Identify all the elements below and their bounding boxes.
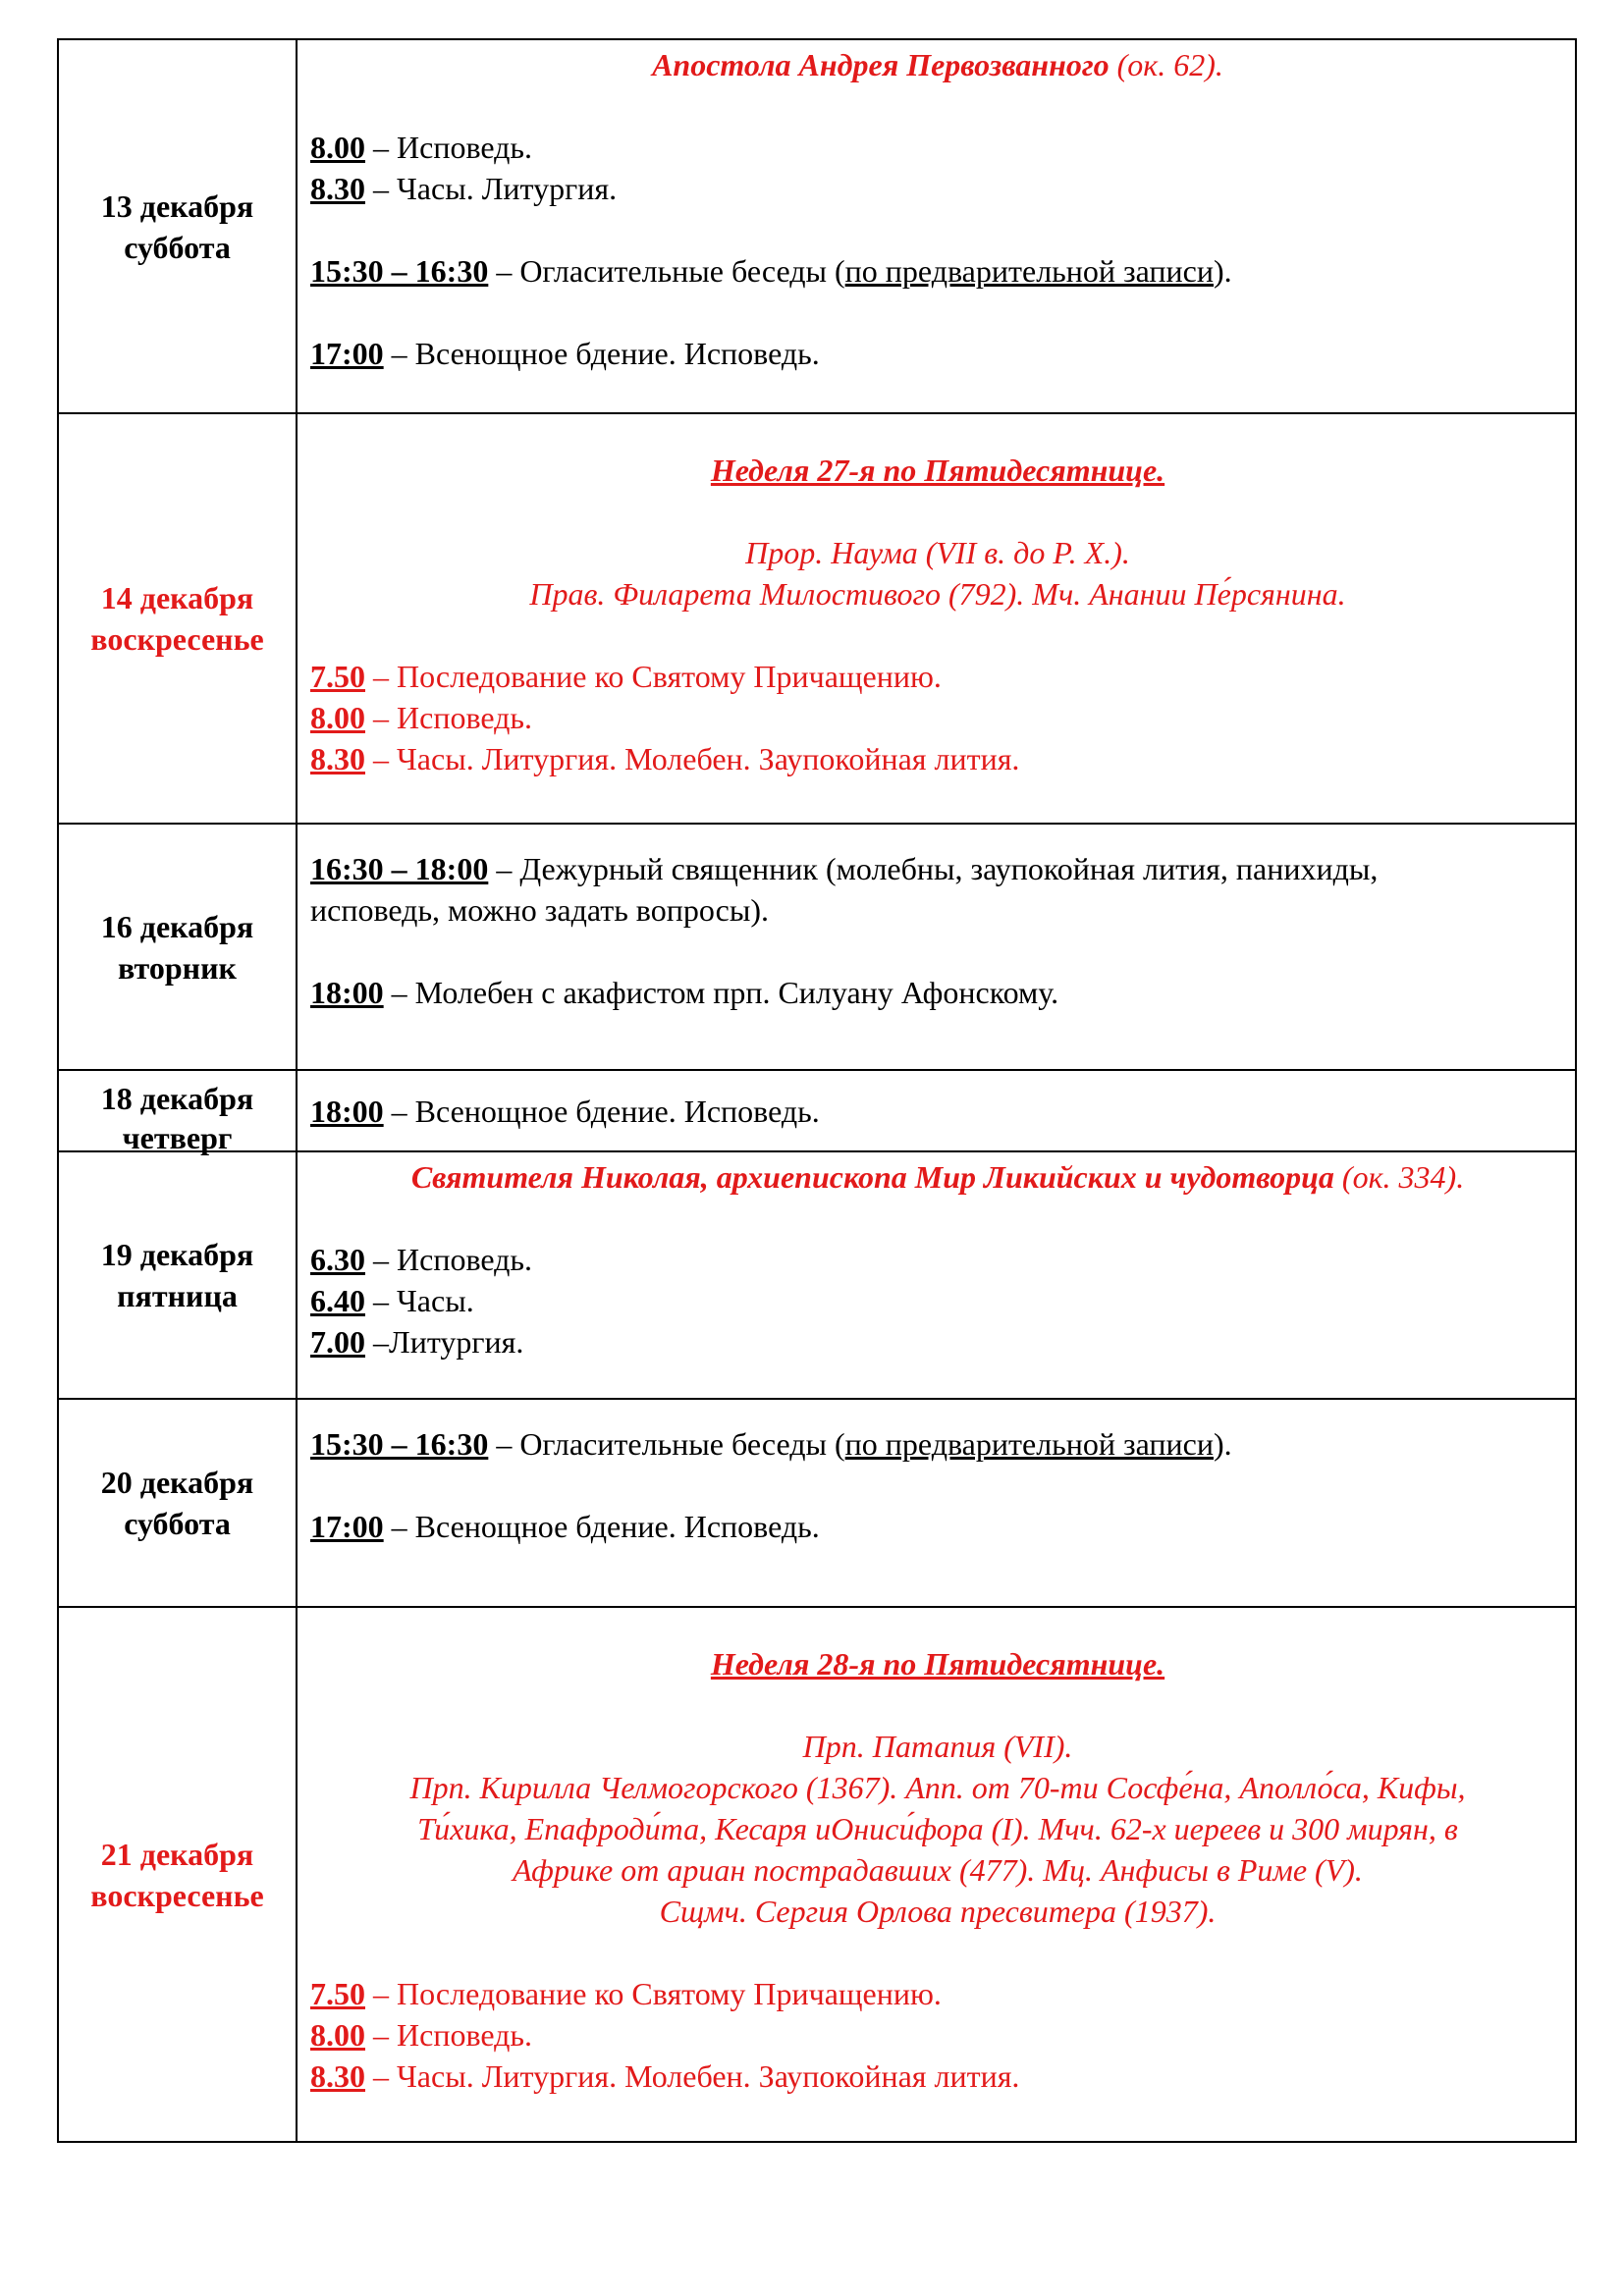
weekday-label: четверг <box>122 1119 233 1155</box>
weekday-label: воскресенье <box>90 621 264 657</box>
service-desc: – Молебен с акафистом прп. Силуану Афонскому. <box>383 975 1059 1010</box>
service-line: 15:30 – 16:30 – Огласительные беседы (по предварительной записи). <box>310 253 1232 289</box>
weekday-label: суббота <box>124 229 231 265</box>
services-cell <box>297 1151 1576 1399</box>
schedule-row <box>58 413 1576 824</box>
date-cell <box>58 1399 297 1607</box>
saints-line: Ти́хика, Епафроди́та, Кесаря иОниси́фора (I). Мчч. 62-х иереев и 300 мирян, в <box>417 1811 1458 1846</box>
service-line <box>310 1091 1565 1132</box>
saints-line: Прп. Кирилла Челмогорского (1367). Апп. от 70-ти Сосфе́на, Аполло́са, Кифы, <box>409 1770 1466 1805</box>
service-desc: – Огласительные беседы ( <box>488 253 845 289</box>
service-desc: – Исповедь. <box>365 700 533 735</box>
service-line <box>310 656 1565 697</box>
service-time: 8.00 <box>310 2017 365 2053</box>
service-desc: – Часы. <box>365 1283 474 1318</box>
saints-line: Прп. Патапия (VII). <box>802 1729 1073 1764</box>
service-desc: – Часы. Литургия. Молебен. Заупокойная лития. <box>365 2058 1020 2094</box>
service-time: 8.00 <box>310 700 365 735</box>
weekday-label: суббота <box>124 1506 231 1541</box>
schedule-row <box>58 39 1576 413</box>
services-cell <box>297 824 1576 1070</box>
service-desc: – Всенощное бдение. Исповедь. <box>383 1093 820 1129</box>
service-desc: – Часы. Литургия. <box>365 171 618 206</box>
service-desc: – Часы. Литургия. Молебен. Заупокойная лития. <box>365 741 1020 776</box>
service-time: 18:00 <box>310 975 384 1010</box>
schedule-row <box>58 824 1576 1070</box>
service-time: 8.30 <box>310 2058 365 2094</box>
date-cell <box>58 413 297 824</box>
service-line <box>310 1506 1565 1547</box>
date-cell <box>58 824 297 1070</box>
service-line <box>310 738 1565 779</box>
service-time: 18:00 <box>310 1093 384 1129</box>
schedule-row <box>58 1399 1576 1607</box>
service-desc: –Литургия. <box>365 1324 524 1360</box>
service-time: 6.40 <box>310 1283 365 1318</box>
date-label: 21 декабря <box>100 1836 254 1872</box>
service-time: 7.00 <box>310 1324 365 1360</box>
saints-line: Сщмч. Сергия Орлова пресвитера (1937). <box>659 1894 1217 1929</box>
service-line-continued: исповедь, можно задать вопросы). <box>310 892 769 928</box>
service-line <box>310 1239 1565 1280</box>
weekday-label: пятница <box>117 1278 238 1313</box>
service-time: 7.50 <box>310 1976 365 2011</box>
service-desc: – Исповедь. <box>365 130 533 165</box>
date-label: 16 декабря <box>100 908 254 944</box>
date-label: 13 декабря <box>100 187 254 224</box>
date-cell <box>58 39 297 413</box>
date-label: 20 декабря <box>100 1465 254 1500</box>
date-cell <box>58 1607 297 2142</box>
service-desc: – Дежурный священник (молебны, заупокойная лития, панихиды, <box>488 851 1379 886</box>
service-line <box>310 828 1565 889</box>
saints-line: Прав. Филарета Милостивого (792). Мч. Анании Пе́рсянина. <box>529 576 1346 612</box>
service-line <box>310 168 1565 209</box>
service-time: 8.30 <box>310 741 365 776</box>
registration-note: по предварительной записи <box>844 253 1214 289</box>
schedule-table <box>57 38 1577 2143</box>
service-desc: – Последование ко Святому Причащению. <box>365 659 942 694</box>
date-label: 14 декабря <box>100 580 254 615</box>
service-line <box>310 127 1565 168</box>
service-line <box>310 1973 1565 2014</box>
services-cell <box>297 413 1576 824</box>
service-time: 15:30 – 16:30 <box>310 1426 489 1462</box>
feast-title: Святителя Николая, архиепископа Мир Ликийских и чудотворца (ок. 334). <box>410 1159 1465 1195</box>
service-desc: – Исповедь. <box>365 2017 533 2053</box>
service-time: 6.30 <box>310 1242 365 1277</box>
service-time: 17:00 <box>310 336 384 371</box>
service-time: 17:00 <box>310 1509 384 1544</box>
service-time: 8.30 <box>310 171 365 206</box>
service-line: 15:30 – 16:30 – Огласительные беседы (по предварительной записи). <box>310 1426 1232 1462</box>
services-cell <box>297 1607 1576 2142</box>
service-line <box>310 972 1565 1013</box>
service-time: 16:30 – 18:00 <box>310 851 489 886</box>
service-line <box>310 697 1565 738</box>
feast-title: Неделя 28-я по Пятидесятнице. <box>710 1646 1165 1682</box>
schedule-row <box>58 1607 1576 2142</box>
service-time: 15:30 – 16:30 <box>310 253 489 289</box>
weekday-label: воскресенье <box>90 1877 264 1913</box>
service-desc: – Всенощное бдение. Исповедь. <box>383 1509 820 1544</box>
service-line <box>310 2014 1565 2056</box>
services-cell <box>297 1070 1576 1151</box>
saints-line: Африке от ариан пострадавших (477). Мц. Анфисы в Риме (V). <box>513 1852 1363 1888</box>
date-cell <box>58 1070 297 1155</box>
schedule-row <box>58 1151 1576 1399</box>
weekday-label: вторник <box>118 949 237 986</box>
services-cell <box>297 39 1576 413</box>
date-cell <box>58 1151 297 1399</box>
service-line <box>310 1280 1565 1321</box>
service-line <box>310 333 1565 374</box>
service-time: 7.50 <box>310 659 365 694</box>
service-desc: – Огласительные беседы ( <box>488 1426 845 1462</box>
saints-line: Прор. Наума (VII в. до Р. Х.). <box>745 535 1130 570</box>
service-line <box>310 1321 1565 1362</box>
service-time: 8.00 <box>310 130 365 165</box>
service-line <box>310 2056 1565 2097</box>
service-desc: – Исповедь. <box>365 1242 533 1277</box>
registration-note: по предварительной записи <box>844 1426 1214 1462</box>
schedule-row <box>58 1070 1576 1151</box>
service-desc: – Последование ко Святому Причащению. <box>365 1976 942 2011</box>
feast-title: Апостола Андрея Первозванного (ок. 62). <box>652 47 1223 82</box>
feast-title: Неделя 27-я по Пятидесятнице. <box>710 453 1165 488</box>
date-label: 19 декабря <box>100 1237 254 1272</box>
date-label: 18 декабря <box>100 1080 254 1116</box>
service-desc: – Всенощное бдение. Исповедь. <box>383 336 820 371</box>
services-cell <box>297 1399 1576 1607</box>
